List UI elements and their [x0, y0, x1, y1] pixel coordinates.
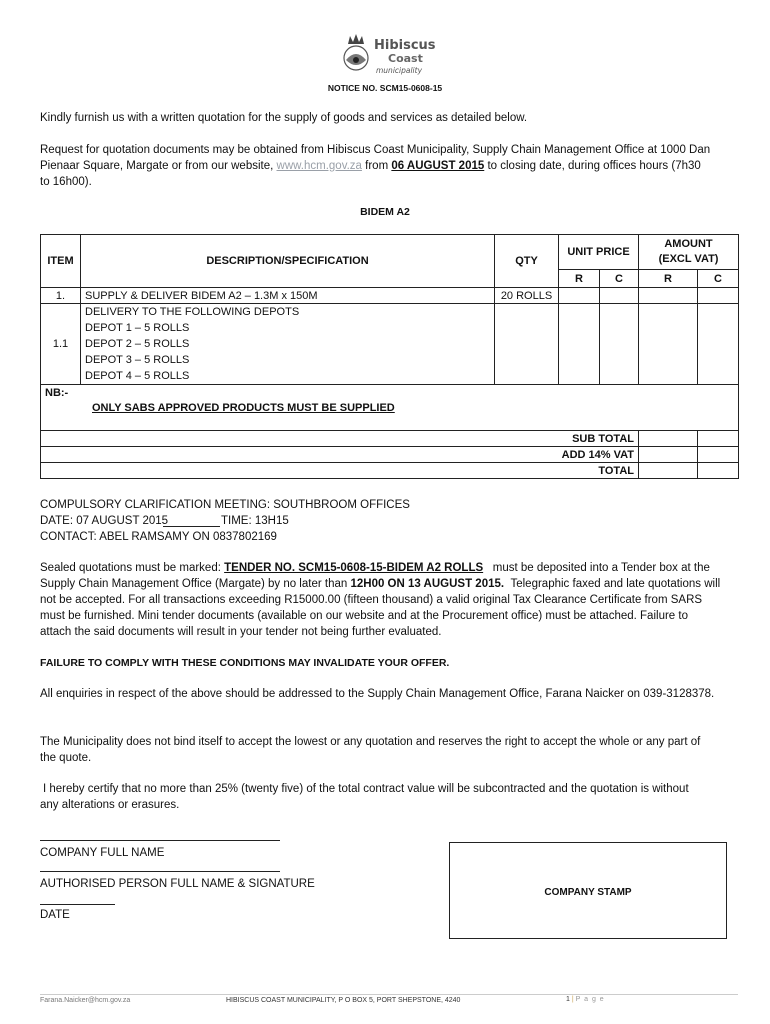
tender-number: TENDER NO. SCM15-0608-15-BIDEM A2 ROLLS: [224, 562, 484, 574]
header-unit-c: C: [600, 270, 639, 288]
bind-paragraph: The Municipality does not bind itself to accept the lowest or any quotation and reserves the right to accept the whole or any part of the quote.: [40, 736, 701, 764]
company-stamp-box: [449, 842, 727, 939]
subtotal-label: SUB TOTAL: [41, 431, 639, 447]
nb-row: [41, 385, 739, 431]
row-qty: [495, 304, 559, 385]
table-row: [41, 288, 739, 304]
header-unit-price: UNIT PRICE: [559, 235, 639, 270]
meeting-time: TIME: 13H15: [221, 515, 289, 527]
request-date: 06 AUGUST 2015: [391, 160, 485, 172]
date-label: DATE: [40, 909, 70, 921]
signature-label: AUTHORISED PERSON FULL NAME & SIGNATURE: [40, 878, 315, 890]
meeting-line: COMPULSORY CLARIFICATION MEETING: SOUTHBROOM OFFICES: [40, 499, 410, 511]
meeting-underline: [163, 526, 220, 527]
row-item: 1.1: [41, 304, 81, 385]
signature-line: [40, 871, 280, 872]
table-row: [41, 304, 739, 385]
company-name-line: [40, 840, 280, 841]
nb-text: ONLY SABS APPROVED PRODUCTS MUST BE SUPPLIED: [92, 402, 395, 414]
request-paragraph: Request for quotation documents may be obtained from Hibiscus Coast Municipality, Supply Chain Management Office at 1000 Dan Pienaar Square, Margate or from our website, www.hcm.gov.za from 06 AUGUST 2015 to closing date, during offices hours (7h30 to 16h00).: [40, 144, 711, 188]
header-item: ITEM: [41, 235, 81, 288]
vat-row: [41, 447, 739, 463]
header-amount-c: C: [698, 270, 739, 288]
meeting-date: DATE: 07 AUGUST 2015: [40, 515, 169, 527]
municipality-logo: [338, 30, 450, 78]
section-title: BIDEM A2: [360, 206, 410, 218]
row-description: SUPPLY & DELIVER BIDEM A2 – 1.3M x 150M: [81, 288, 495, 304]
header-amount: AMOUNT (EXCL VAT): [639, 235, 739, 270]
notice-number: NOTICE NO. SCM15-0608-15: [327, 83, 443, 93]
total-label: TOTAL: [41, 463, 639, 479]
meeting-contact: CONTACT: ABEL RAMSAMY ON 0837802169: [40, 531, 277, 543]
enquiries-text: All enquiries in respect of the above should be addressed to the Supply Chain Management Office, Farana Naicker on 039-3128378.: [40, 688, 715, 700]
row-qty: 20 ROLLS: [495, 288, 559, 304]
footer-divider: [40, 994, 738, 995]
header-unit-r: R: [559, 270, 600, 288]
logo-line3: municipality: [376, 66, 423, 75]
website-link[interactable]: www.hcm.gov.za: [276, 160, 362, 172]
deadline: 12H00 ON 13 AUGUST 2015.: [350, 578, 505, 590]
company-name-label: COMPANY FULL NAME: [40, 847, 165, 859]
total-row: [41, 463, 739, 479]
nb-label: NB:-: [45, 387, 69, 399]
footer-page: 1 | P a g e: [566, 996, 605, 1003]
logo-line1: Hibiscus: [374, 38, 436, 53]
intro-text: Kindly furnish us with a written quotation for the supply of goods and services as detailed below.: [40, 112, 528, 124]
footer-address: HIBISCUS COAST MUNICIPALITY, P O BOX 5, PORT SHEPSTONE, 4240: [226, 997, 461, 1004]
vat-label: ADD 14% VAT: [41, 447, 639, 463]
date-line: [40, 904, 115, 905]
failure-warning: FAILURE TO COMPLY WITH THESE CONDITIONS MAY INVALIDATE YOUR OFFER.: [40, 657, 450, 669]
row-description: DELIVERY TO THE FOLLOWING DEPOTS DEPOT 1 – 5 ROLLS DEPOT 2 – 5 ROLLS DEPOT 3 – 5 ROLLS DEPOT 4 – 5 ROLLS: [81, 304, 495, 385]
quotation-table: [40, 234, 739, 479]
row-item: 1.: [41, 288, 81, 304]
footer-email: Farana.Naicker@hcm.gov.za: [40, 997, 131, 1004]
logo-line2: Coast: [388, 52, 423, 65]
sealed-paragraph: Sealed quotations must be marked: TENDER NO. SCM15-0608-15-BIDEM A2 ROLLS must be deposited into a Tender box at the Supply Chain Management Office (Margate) by no later than 12H00 ON 13 AUGUST 2015. Telegraphic faxed and late quotations will not be accepted. For all transactions exceeding R15000.00 (fifteen thousand) a valid original Tax Clearance Certificate from SARS must be furnished. Mini tender documents (available on our website and at the Procurement office) must be attached. Failure to attach the said documents will result in your tender not being further evaluated.: [40, 562, 721, 638]
header-description: DESCRIPTION/SPECIFICATION: [81, 235, 495, 288]
company-stamp-label: COMPANY STAMP: [544, 887, 632, 898]
header-qty: QTY: [495, 235, 559, 288]
certify-paragraph: I hereby certify that no more than 25% (twenty five) of the total contract value will be subcontracted and the quotation is without any alterations or erasures.: [40, 783, 689, 811]
header-amount-r: R: [639, 270, 698, 288]
subtotal-row: [41, 431, 739, 447]
